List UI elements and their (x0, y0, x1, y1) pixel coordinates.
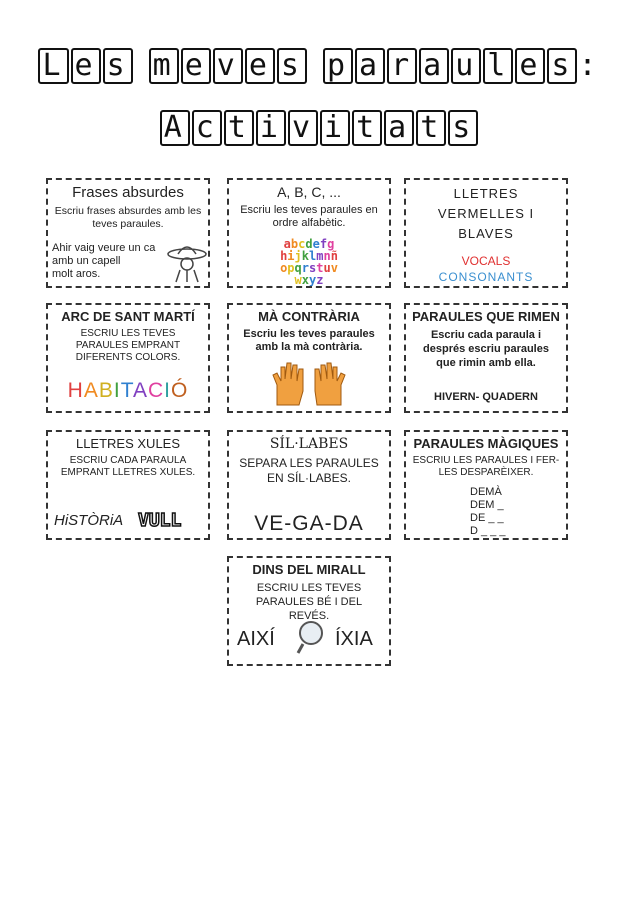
card-lletres-xules (46, 430, 210, 540)
title-letter: i (256, 110, 286, 146)
mirror-icon (295, 620, 325, 656)
magic-steps (470, 486, 505, 538)
card-arc-sant-marti (46, 303, 210, 413)
alphabet-graphic: abcdefg hijklmnñ opqrstuv wxyz (280, 237, 338, 287)
page-subtitle (0, 110, 638, 146)
title-letter: L (38, 48, 68, 84)
card-instruction: ESCRIU LES TEVES PARAULES BÉ I DEL REVÉS. (255, 582, 363, 622)
mirror-word: AIXÍ (237, 628, 275, 650)
title-letter: a (384, 110, 414, 146)
card-title: A, B, C, ... (277, 184, 341, 200)
page-subtitle-text (159, 110, 480, 145)
title-letter: t (416, 110, 446, 146)
title-letter: l (483, 48, 513, 84)
example-line: amb un capell (52, 255, 121, 267)
example-1: HiSTÒRiA (54, 512, 124, 529)
title-letter: e (245, 48, 275, 84)
title-letter: m (149, 48, 179, 84)
consonants-text: CONSONANTS (438, 270, 534, 284)
title-letter: r (387, 48, 417, 84)
card-instruction: ESCRIU LES TEVES PARAULES EMPRANT DIFERENTS COLORS. (75, 328, 181, 363)
page-title-text: L e s m e v e s p a r a u l e s : (37, 48, 600, 83)
card-title: ARC DE SANT MARTÍ (61, 309, 195, 324)
example-2: VULL (138, 510, 182, 531)
card-instruction: Escriu cada paraula i després escriu paraules que rimin amb ella. (423, 329, 549, 369)
title-letter: s (547, 48, 577, 84)
magic-step: DE _ _ (470, 512, 504, 524)
card-frases-absurdes (46, 178, 210, 288)
page-title (0, 48, 638, 84)
title-letter: a (355, 48, 385, 84)
magic-step: DEMÀ (470, 486, 502, 498)
card-ma-contraria (227, 303, 391, 413)
example-line: Ahir vaig veure un ca (52, 242, 156, 254)
card-title: SÍL·LABES (269, 436, 349, 452)
vocals-text: VOCALS (461, 254, 511, 268)
card-instruction: Escriu les teves paraules amb la mà contrària. (243, 328, 375, 353)
title-letter: p (323, 48, 353, 84)
rainbow-example: HABITACIÓ (67, 379, 189, 402)
card-instruction: SEPARA LES PARAULES EN SÍL·LABES. (239, 456, 379, 485)
consonants-label (406, 270, 566, 284)
title-letter: e (515, 48, 545, 84)
mirrored-word: ÍXIA (335, 628, 373, 650)
card-dins-del-mirall (227, 556, 391, 666)
title-letter: v (213, 48, 243, 84)
vocals-label (406, 254, 566, 268)
card-title: LLETRES XULES (75, 436, 181, 451)
title-letter: s (448, 110, 478, 146)
title-letter: a (419, 48, 449, 84)
title-letter: A (160, 110, 190, 146)
card-example: HIVERN- QUADERN (434, 391, 538, 403)
magic-step: D _ _ _ (470, 525, 506, 537)
title-letter: s (103, 48, 133, 84)
card-sillabes (227, 430, 391, 540)
card-title: LLETRES VERMELLES I BLAVES (437, 186, 535, 241)
card-abc (227, 178, 391, 288)
magic-step: DEM _ (470, 499, 504, 511)
card-instruction: Escriu les teves paraules en ordre alfabètic. (240, 204, 378, 229)
title-letter: v (288, 110, 318, 146)
card-instruction: ESCRIU LES PARAULES I FER-LES DESPARÈIXER. (412, 455, 560, 478)
card-example (52, 242, 155, 281)
title-letter: s (277, 48, 307, 84)
card-title: PARAULES MÀGIQUES (413, 436, 559, 451)
title-letter: e (181, 48, 211, 84)
sombrero-icon (166, 242, 208, 284)
card-instruction: Escriu frases absurdes amb les teves paraules. (54, 205, 202, 230)
card-paraules-que-rimen (404, 303, 568, 413)
title-letter: i (320, 110, 350, 146)
hands-icon (271, 361, 351, 407)
title-letter: u (451, 48, 481, 84)
example-line: molt aros. (52, 268, 101, 280)
card-paraules-magiques (404, 430, 568, 540)
title-letter: c (192, 110, 222, 146)
card-lletres-vermelles-blaves (404, 178, 568, 288)
card-title: MÀ CONTRÀRIA (258, 309, 360, 324)
card-example: VE-GA-DA (254, 512, 364, 535)
card-title: DINS DEL MIRALL (252, 562, 366, 577)
card-instruction: ESCRIU CADA PARAULA EMPRANT LLETRES XULES. (60, 455, 196, 478)
title-letter: e (71, 48, 101, 84)
title-letter: t (352, 110, 382, 146)
title-letter: t (224, 110, 254, 146)
card-title: Frases absurdes (72, 184, 184, 201)
card-title: PARAULES QUE RIMEN (412, 309, 560, 324)
